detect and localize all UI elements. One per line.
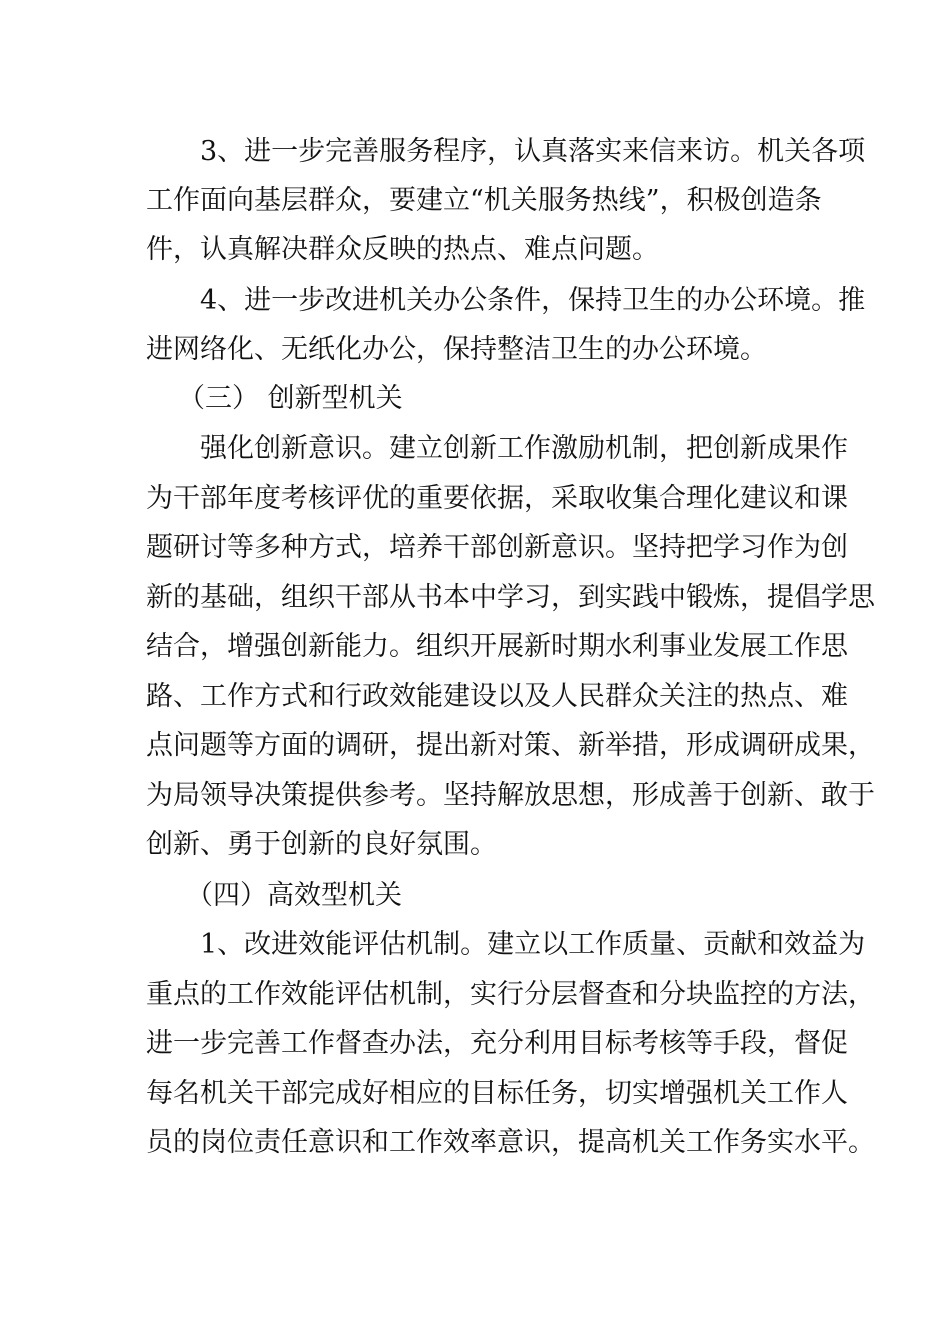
paragraph-line: 题研讨等多种方式，培养干部创新意识。坚持把学习作为创 xyxy=(146,532,848,563)
section-heading: （三） 创新型机关 xyxy=(178,383,403,414)
paragraph-line: 新的基础，组织干部从书本中学习，到实践中锻炼，提倡学思 xyxy=(146,582,875,613)
paragraph-line: 点问题等方面的调研，提出新对策、新举措，形成调研成果， xyxy=(146,730,875,761)
paragraph-line: 为局领导决策提供参考。坚持解放思想，形成善于创新、敢于 xyxy=(146,780,875,811)
paragraph-line: 强化创新意识。建立创新工作激励机制，把创新成果作 xyxy=(200,433,848,464)
paragraph-line: 1、改进效能评估机制。建立以工作质量、贡献和效益为 xyxy=(200,929,866,960)
paragraph-line: 创新、勇于创新的良好氛围。 xyxy=(146,829,497,860)
paragraph-line: 4、进一步改进机关办公条件，保持卫生的办公环境。推 xyxy=(200,285,866,316)
paragraph-line: 为干部年度考核评优的重要依据，采取收集合理化建议和课 xyxy=(146,483,848,514)
paragraph-line: 重点的工作效能评估机制，实行分层督查和分块监控的方法， xyxy=(146,979,875,1010)
paragraph-line: 工作面向基层群众，要建立“机关服务热线”，积极创造条 xyxy=(146,185,822,216)
paragraph-line: 路、工作方式和行政效能建设以及人民群众关注的热点、难 xyxy=(146,681,848,712)
paragraph-line: 进网络化、无纸化办公，保持整洁卫生的办公环境。 xyxy=(146,334,767,365)
paragraph-line: 结合，增强创新能力。组织开展新时期水利事业发展工作思 xyxy=(146,631,848,662)
paragraph-line: 员的岗位责任意识和工作效率意识，提高机关工作务实水平。 xyxy=(146,1127,875,1158)
paragraph-line: 每名机关干部完成好相应的目标任务，切实增强机关工作人 xyxy=(146,1078,848,1109)
paragraph-line: 3、进一步完善服务程序，认真落实来信来访。机关各项 xyxy=(200,136,866,167)
paragraph-line: 进一步完善工作督查办法，充分利用目标考核等手段，督促 xyxy=(146,1028,848,1059)
section-heading: （四）高效型机关 xyxy=(186,880,402,911)
paragraph-line: 件，认真解决群众反映的热点、难点问题。 xyxy=(146,234,659,265)
